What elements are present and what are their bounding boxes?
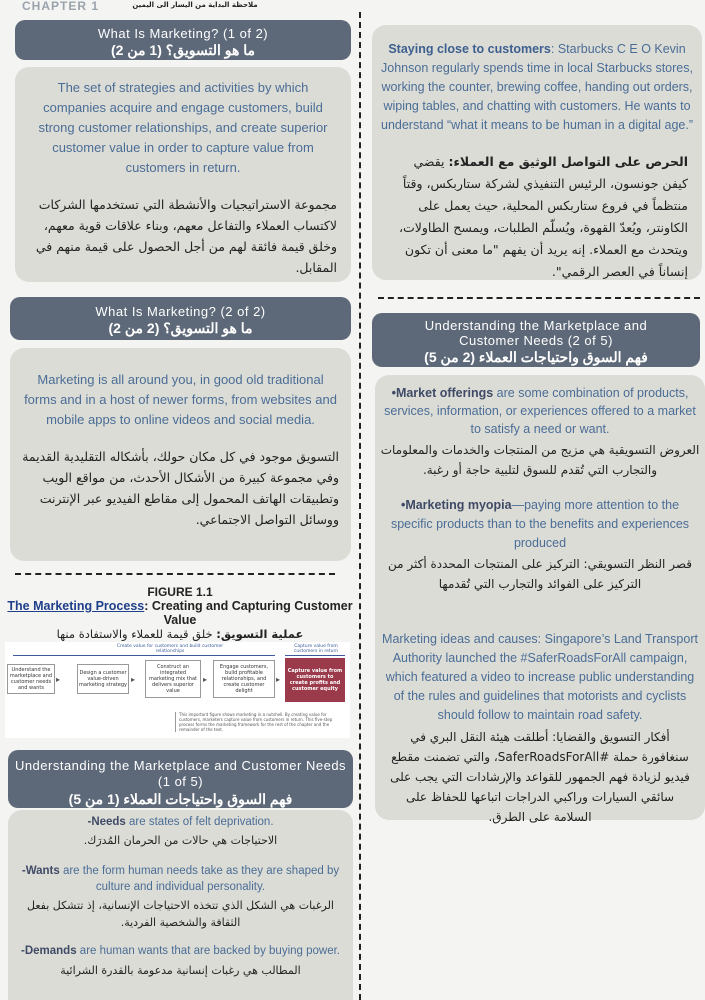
definition-text-en: The set of strategies and activities by which companies acquire and engage customers, build strong customer relationships, and create superior customer value in order to capture value from customers in return.	[38, 80, 328, 175]
section-title-ar: ما هو التسويق؟ (1 من 2)	[110, 42, 256, 58]
capture-value-label: Capture value from customers in return	[293, 644, 339, 654]
needs-text-en: are states of felt deprivation.	[125, 816, 274, 828]
process-step-1: Understand the marketplace and customer needs and wants	[7, 664, 55, 694]
definition-text-ar: مجموعة الاستراتيجيات والأنشطة التي تستخدمها الشركات لاكتساب العملاء والتفاعل معهم، وبناء علاقات قوية معهم، وخلق قيمة فائقة لهم من أجل الحصول على قيمة منهم في المقابل.	[35, 197, 337, 275]
market-offerings-text-en: are some combination of products, services, information, or experiences offered to a market to satisfy a need or want.	[384, 386, 696, 436]
staying-close-card	[372, 25, 702, 280]
section-divider-left	[15, 573, 335, 575]
marketing-ideas-text-ar: أفكار التسويق والقضايا: أطلقت هيئة النقل البري في سنغافورة حملة #SaferRoadsForAll، والتي تضمنت مقطع فيديو لزيادة فهم الجمهور للقواعد والإرشادات التي يجب على سائقي السيارات وراكبي الدراجات اتباعها للحفاظ على السلامة على الطرق.	[390, 730, 690, 824]
column-divider	[359, 12, 361, 1000]
arrow-icon: ▸	[131, 675, 136, 684]
wants-text-ar: الرغبات هي الشكل الذي تتخذه الاحتياجات الإنسانية، إذ تتشكل بفعل الثقافة والشخصية الفردية.	[27, 899, 334, 929]
marketing-around-en: Marketing is all around you, in good old traditional forms and in a host of newer forms, from websites and mobile apps to online videos and social media.	[24, 372, 337, 427]
section-title-ar: ما هو التسويق؟ (2 من 2)	[108, 320, 253, 336]
section-title-en: Understanding the Marketplace and Customer Needs (2 of 5)	[424, 318, 648, 348]
marketplace-offerings-card	[375, 375, 705, 824]
figure-title-rest: : Creating and Capturing Customer Value	[144, 599, 353, 627]
demands-text-en: are human wants that are backed by buying power.	[76, 945, 340, 957]
section-title-ar: فهم السوق واحتياجات العملاء (2 من 5)	[424, 349, 648, 365]
figure-caption: This important figure shows marketing in a nutshell. By creating value for customers, marketers capture value from customers in return. This five-step process forms the marketing framework for the rest of the chapter and the remainder of the text.	[175, 712, 345, 732]
process-step-5: Capture value from customers to create profits and customer equity	[285, 658, 345, 702]
staying-close-text-ar: يقضي كيفن جونسون، الرئيس التنفيذي لشركة ستاربكس، وقتاً منتظماً في فروع ستاربكس المحلية، حيث يعمل على الكاونتر، ويُعدّ القهوة، ويُسلّم الطلبات، ويمسح الطاولات، ويتحدث مع العملاء. إنه يريد أن يفهم "ما معنى أن تكون إنساناً في العصر الرقمي".	[398, 154, 688, 279]
section-title-en: What Is Marketing? (2 of 2)	[95, 304, 266, 319]
definition-card-1	[15, 67, 351, 282]
process-step-2: Design a customer value-driven marketing strategy	[77, 664, 129, 694]
wants-keyword: -Wants	[21, 865, 60, 877]
demands-keyword: -Demands	[21, 945, 77, 957]
needs-keyword: -Needs	[87, 816, 126, 828]
figure-title-ar	[0, 627, 360, 641]
chapter-label: CHAPTER 1	[22, 0, 100, 13]
process-step-4: Engage customers, build profitable relationships, and create customer delight	[213, 660, 275, 698]
staying-close-text-en: : Starbucks C E O Kevin Johnson regularly spends time in local Starbucks stores, working the counter, brewing coffee, handing out orders, wiping tables, and chatting with customers. He wants to understand “what it means to be human in a digital age.”	[381, 42, 693, 132]
section-title-ar: فهم السوق واحتياجات العملاء (1 من 5)	[68, 791, 293, 807]
process-step-3: Construct an integrated marketing mix that delivers superior value	[145, 660, 201, 698]
staying-close-keyword-ar: الحرص على التواصل الوثيق مع العملاء:	[448, 154, 688, 169]
market-offerings-text-ar: العروض التسويقية هي مزيج من المنتجات والخدمات والمعلومات والتجارب التي تُقدم للسوق لتلبية حاجة أو رغبة.	[380, 443, 700, 477]
figure-title-ar-keyword: عملية التسويق:	[216, 627, 304, 641]
needs-wants-demands-card	[8, 810, 353, 1000]
needs-text-ar: الاحتياجات هي حالات من الحرمان المُدرَك.	[83, 834, 278, 847]
reading-direction-note: ملاحظة البداية من اليسار الى اليمين	[132, 1, 258, 9]
arrow-icon: ▸	[203, 675, 208, 684]
section-header-what-is-marketing-1	[15, 20, 351, 60]
create-value-label: Create value for customers and build customer relationships	[116, 644, 224, 654]
capture-bracket	[285, 655, 345, 656]
marketing-myopia-text-ar: قصر النظر التسويقي: التركيز على المنتجات المحددة أكثر من التركيز على الفوائد والتجارب التي تُقدمها	[388, 557, 692, 591]
section-header-marketplace-1	[8, 750, 353, 808]
wants-text-en: are the form human needs take as they are shaped by culture and individual personality.	[59, 865, 340, 893]
marketing-myopia-keyword: •Marketing myopia	[400, 498, 512, 512]
arrow-icon: ▸	[56, 675, 61, 684]
marketing-ideas-text-en: Marketing ideas and causes: Singapore’s Land Transport Authority launched the #SaferRoadsForAll campaign, which featured a video to increase public understanding of the rules and guidelines that motorists and cyclists should follow to maintain road safety.	[382, 632, 698, 722]
marketing-process-diagram	[5, 642, 350, 738]
demands-text-ar: المطالب هي رغبات إنسانية مدعومة بالقدرة الشرائية	[60, 964, 301, 977]
market-offerings-keyword: •Market offerings	[391, 386, 494, 400]
section-title-en: Understanding the Marketplace and Customer Needs (1 of 5)	[14, 758, 347, 789]
staying-close-keyword: Staying close to customers	[388, 42, 551, 56]
figure-title	[0, 599, 360, 627]
section-title-en: What Is Marketing? (1 of 2)	[97, 26, 269, 41]
section-divider-right	[378, 297, 700, 299]
arrow-icon: ▸	[276, 675, 281, 684]
figure-title-ar-rest: خلق قيمة للعملاء والاستفادة منها	[56, 627, 217, 641]
figure-label: FIGURE 1.1	[147, 585, 213, 599]
demands-item	[18, 943, 343, 979]
wants-item	[18, 863, 343, 931]
section-header-marketplace-2	[372, 313, 700, 367]
figure-title-keyword: The Marketing Process	[7, 599, 145, 613]
section-header-what-is-marketing-2	[10, 297, 351, 340]
marketing-around-ar: التسويق موجود في كل مكان حولك، بأشكاله التقليدية القديمة وفي مجموعة كبيرة من الأشكال الأحدث، من مواقع الويب وتطبيقات الهاتف المحمول إلى مقاطع الفيديو عبر الإنترنت ووسائل التواصل الاجتماعي.	[22, 449, 339, 527]
marketing-around-card	[10, 348, 351, 561]
create-bracket	[13, 655, 275, 656]
marketing-myopia-text-en: —paying more attention to the specific products than to the benefits and experiences produced	[390, 498, 690, 550]
needs-item	[18, 815, 343, 849]
